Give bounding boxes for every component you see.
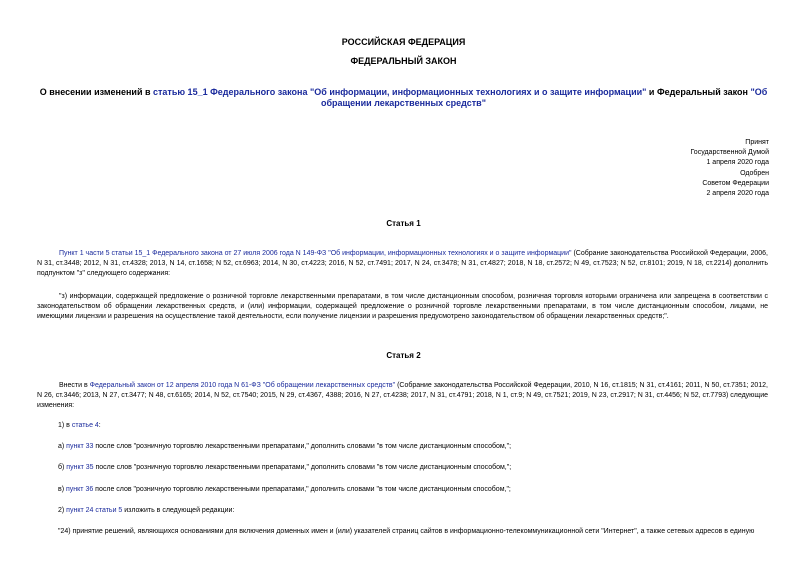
item-2-prefix: 2) (58, 507, 67, 514)
item-b-prefix: б) (58, 464, 67, 471)
title-link-medicines-law[interactable]: "Об обращении лекарственных средств" (321, 87, 768, 108)
item-2-text: изложить в следующей редакции: (122, 507, 235, 514)
item-c-prefix: в) (58, 486, 66, 493)
article-1-paragraph-1 (37, 249, 768, 279)
accepted-by: Государственной Думой (690, 149, 769, 157)
title-middle: и Федеральный закон (646, 87, 751, 97)
approved-by: Советом Федерации (702, 179, 769, 187)
item-a-text: после слов "розничную торговлю лекарственными препаратами," дополнить словами "в том числе дистанционным способом,"; (93, 443, 512, 450)
item-a (58, 442, 511, 452)
approved-date: 2 апреля 2020 года (706, 190, 769, 198)
item-1-prefix: 1) в (58, 422, 72, 429)
article-2-heading: Статья 2 (386, 351, 421, 360)
approved-label: Одобрен (740, 169, 769, 177)
article-2-intro (37, 381, 768, 411)
acceptance-block (690, 138, 769, 199)
article-1-paragraph-2: "з) информации, содержащей предложение о розничной торговле лекарственными препаратами, в том числе дистанционным способом, розничная торговля которыми ограничена или запрещена в соответствии с законодательством об обращении лекарственных средств, и (или) информации, содержащей предложение о розничной торговле лекарственными препаратами, в том числе дистанционным способом, лицами, не имеющими лицензии и разрешения на осуществление такой деятельности, если получение лицензии и разрешения предусмотрено законодательством об обращении лекарственных средств;". (37, 293, 768, 320)
item-a-prefix: а) (58, 443, 67, 450)
accepted-date: 1 апреля 2020 года (706, 159, 769, 167)
article-1-heading: Статья 1 (386, 219, 421, 228)
article-2-law-link[interactable]: Федеральный закон от 12 апреля 2010 года N 61-ФЗ "Об обращении лекарственных средств" (89, 382, 396, 389)
item-1 (58, 421, 101, 431)
article-1-link[interactable]: Пункт 1 части 5 статьи 15_1 Федерального закона от 27 июля 2006 года N 149-ФЗ "Об информации, информационных технологиях и о защите информации" (59, 250, 572, 257)
law-type-heading: ФЕДЕРАЛЬНЫЙ ЗАКОН (350, 56, 457, 66)
article-2-intro-text: (Собрание законодательства Российской Федерации, 2010, N 16, ст.1815; N 31, ст.4161; 2011, N 50, ст.7351; 2012, N 26, ст.3446; 2013, N 27, ст.3477; N 48, ст.6165; 2014, N 52, ст.7540; 2015, N 29, ст.4367, 4388; 2016, N 27, ст.4238; 2017, N 31, ст.4791; 2018, N 1, ст.9; N 49, ст.7521; 2019, N 23, ст.2917; N 31, ст.4456; N 52, ст.7793) следующие изменения: (37, 382, 768, 409)
federation-heading: РОССИЙСКАЯ ФЕДЕРАЦИЯ (341, 37, 466, 47)
title-link-article-15-1[interactable]: статью 15_1 Федерального закона "Об информации, информационных технологиях и о защите информации" (153, 87, 647, 97)
article-2-intro-prefix: Внести в (59, 382, 90, 389)
item-b-link[interactable]: пункт 35 (66, 464, 94, 471)
item-1-suffix: : (98, 422, 101, 429)
item-2-link[interactable]: пункт 24 статьи 5 (66, 507, 123, 514)
accepted-label: Принят (745, 139, 769, 146)
title-prefix: О внесении изменений в (39, 87, 154, 97)
item-2 (58, 506, 234, 516)
item-b (58, 463, 511, 473)
item-a-link[interactable]: пункт 33 (66, 443, 94, 450)
law-title (28, 87, 779, 109)
item-b-text: после слов "розничную торговлю лекарственными препаратами," дополнить словами "в том числе дистанционным способом,"; (93, 464, 512, 471)
item-c-text: после слов "розничную торговлю лекарственными препаратами," дополнить словами "в том числе дистанционным способом,"; (93, 486, 511, 493)
item-24-text: "24) принятие решений, являющихся основаниями для включения доменных имен и (или) указателей страниц сайтов в информационно-телекоммуникационной сети "Интернет", а также сетевых адресов в единую (58, 528, 755, 535)
article-1-para-1-text: (Собрание законодательства Российской Федерации, 2006, N 31, ст.3448; 2012, N 31, ст.4328; 2013, N 14, ст.1658; N 52, ст.6963; 2014, N 30, ст.4223; 2016, N 52, ст.7491; 2017, N 24, ст.3478; N 31, ст.4827; 2018, N 18, ст.2572; N 49, ст.7523; N 52, ст.8101; 2019, N 18, ст.2214) дополнить подпунктом "з" следующего содержания: (37, 250, 769, 277)
item-c (58, 485, 511, 495)
item-1-link[interactable]: статье 4 (71, 422, 99, 429)
item-c-link[interactable]: пункт 36 (66, 486, 94, 493)
